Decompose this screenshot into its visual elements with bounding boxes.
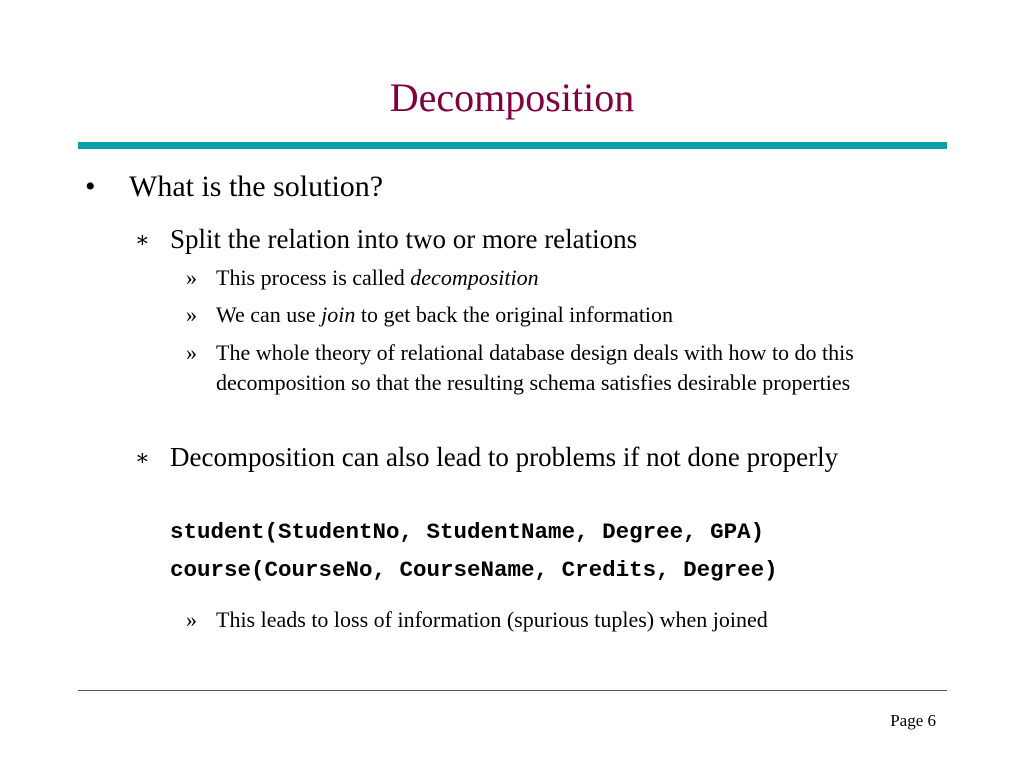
detail-text-post: to get back the original information xyxy=(355,302,674,327)
sub-bullet-text: Split the relation into two or more relations xyxy=(170,224,638,254)
schema-course: course(CourseNo, CourseName, Credits, Degree) xyxy=(170,557,778,583)
detail-text-pre: This process is called xyxy=(216,265,411,290)
detail-decomposition xyxy=(186,263,946,293)
sub-bullet-split xyxy=(135,222,935,257)
sub-bullet-text: Decomposition can also lead to problems if not done properly xyxy=(170,442,839,472)
detail-text xyxy=(216,300,946,330)
bullet-dot-icon: • xyxy=(85,170,96,203)
schema-student: student(StudentNo, StudentName, Degree, GPA) xyxy=(170,519,765,545)
detail-join xyxy=(186,300,946,330)
chevron-bullet-icon: » xyxy=(186,607,197,632)
page-number: Page 6 xyxy=(890,711,936,730)
detail-text: The whole theory of relational database design deals with how to do this decomposition so that the resulting schema satisfies desirable properties xyxy=(216,340,854,395)
asterisk-bullet-icon: ∗ xyxy=(135,227,150,252)
detail-text: This leads to loss of information (spurious tuples) when joined xyxy=(216,607,768,632)
detail-loss xyxy=(186,605,946,635)
asterisk-bullet-icon: ∗ xyxy=(135,445,150,470)
detail-theory xyxy=(186,338,946,398)
detail-text-pre: We can use xyxy=(216,302,322,327)
term-decomposition: decomposition xyxy=(410,265,539,290)
footer-rule xyxy=(78,690,947,691)
sub-bullet-problems xyxy=(135,440,935,475)
term-join: join xyxy=(321,302,356,327)
bullet-text: What is the solution? xyxy=(129,170,384,203)
chevron-bullet-icon: » xyxy=(186,340,197,365)
title-underline xyxy=(78,142,947,149)
slide-title: Decomposition xyxy=(389,75,635,120)
detail-text xyxy=(216,263,946,293)
chevron-bullet-icon: » xyxy=(186,265,197,290)
chevron-bullet-icon: » xyxy=(186,302,197,327)
